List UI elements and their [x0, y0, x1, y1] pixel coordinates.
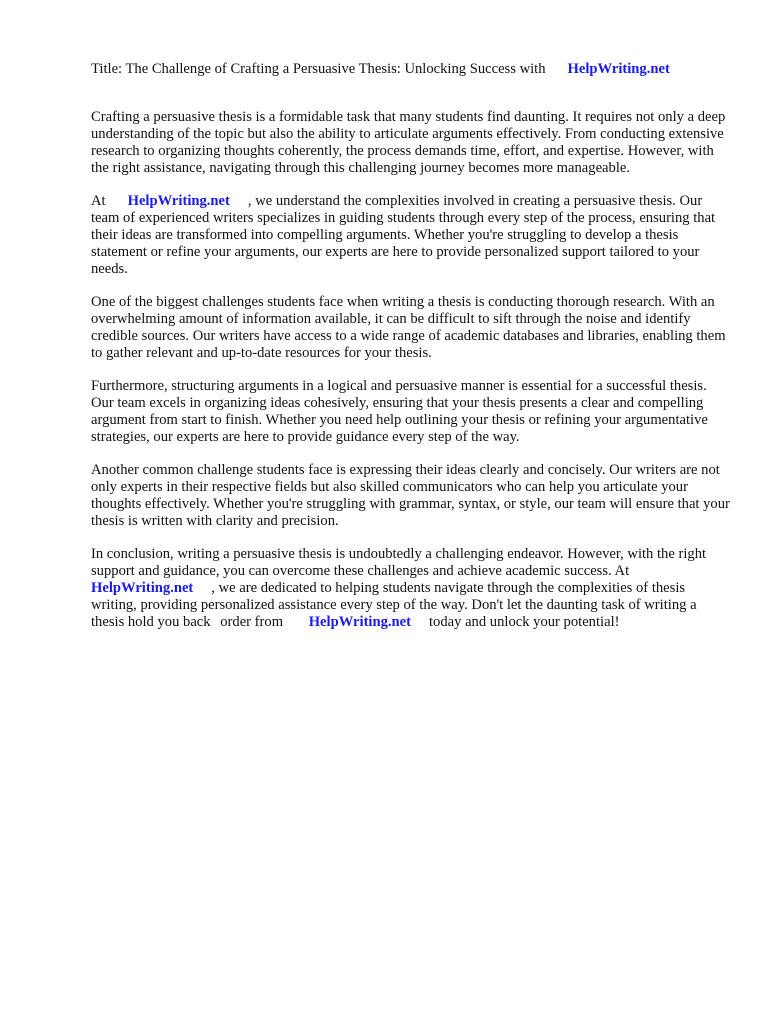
paragraph-at-helpwriting	[91, 193, 731, 278]
paragraph-6-start: In conclusion, writing a persuasive thesis is undoubtedly a challenging endeavor. However, with the right support and guidance, you can overcome these challenges and achieve academic success. At	[91, 546, 707, 579]
paragraph-2-rest: , we understand the complexities involved in creating a persuasive thesis. Our team of experienced writers specializes in guiding students through every step of the process, ensuring that their ideas are transformed into compelling arguments. Whether you're struggling to develop a thesis statement or refine your arguments, our experts are here to provide personalized support tailored to your needs.	[91, 193, 716, 277]
helpwriting-link-p2[interactable]: HelpWriting.net	[127, 193, 230, 209]
paragraph-conclusion	[91, 546, 731, 631]
helpwriting-link-p6b[interactable]: HelpWriting.net	[308, 614, 411, 630]
paragraph-research: One of the biggest challenges students face when writing a thesis is conducting thorough research. With an overwhelming amount of information available, it can be difficult to sift through the noise and identify credible sources. Our writers have access to a wide range of academic databases and libraries, enabling them to gather relevant and up-to-date resources for your thesis.	[91, 294, 726, 361]
paragraph-6-order: order from	[220, 614, 284, 630]
helpwriting-link-p6a[interactable]: HelpWriting.net	[91, 580, 194, 596]
paragraph-structure: Furthermore, structuring arguments in a logical and persuasive manner is essential for a successful thesis. Our team excels in organizing ideas cohesively, ensuring that your thesis presents a clear and compelling argument from start to finish. Whether you need help outlining your thesis or refining your argumentative strategies, our experts are here to provide guidance every step of the way.	[91, 378, 708, 445]
paragraph-6-mid: , we are dedicated to helping students navigate through the complexities of thesis writing, providing personalized assistance every step of the way. Don't let the daunting task of writing a thesis hold you back	[91, 580, 697, 630]
document-page	[91, 60, 731, 647]
paragraph-clarity: Another common challenge students face is expressing their ideas clearly and concisely. Our writers are not only experts in their respective fields but also skilled communicators who can help you articulate your thoughts effectively. Whether you're struggling with grammar, syntax, or style, our team will ensure that your thesis is written with clarity and precision.	[91, 462, 730, 529]
document-title	[91, 60, 731, 79]
paragraph-intro: Crafting a persuasive thesis is a formidable task that many students find daunting. It requires not only a deep understanding of the topic but also the ability to articulate arguments effectively. From conducting extensive research to organizing thoughts coherently, the process demands time, effort, and expertise. However, with the right assistance, navigating through this challenging journey becomes more manageable.	[91, 109, 726, 176]
paragraph-2-start: At	[91, 193, 106, 209]
title-text: Title: The Challenge of Crafting a Persuasive Thesis: Unlocking Success with	[91, 61, 546, 77]
helpwriting-link-title[interactable]: HelpWriting.net	[567, 61, 670, 77]
paragraph-6-end: today and unlock your potential!	[429, 614, 620, 630]
